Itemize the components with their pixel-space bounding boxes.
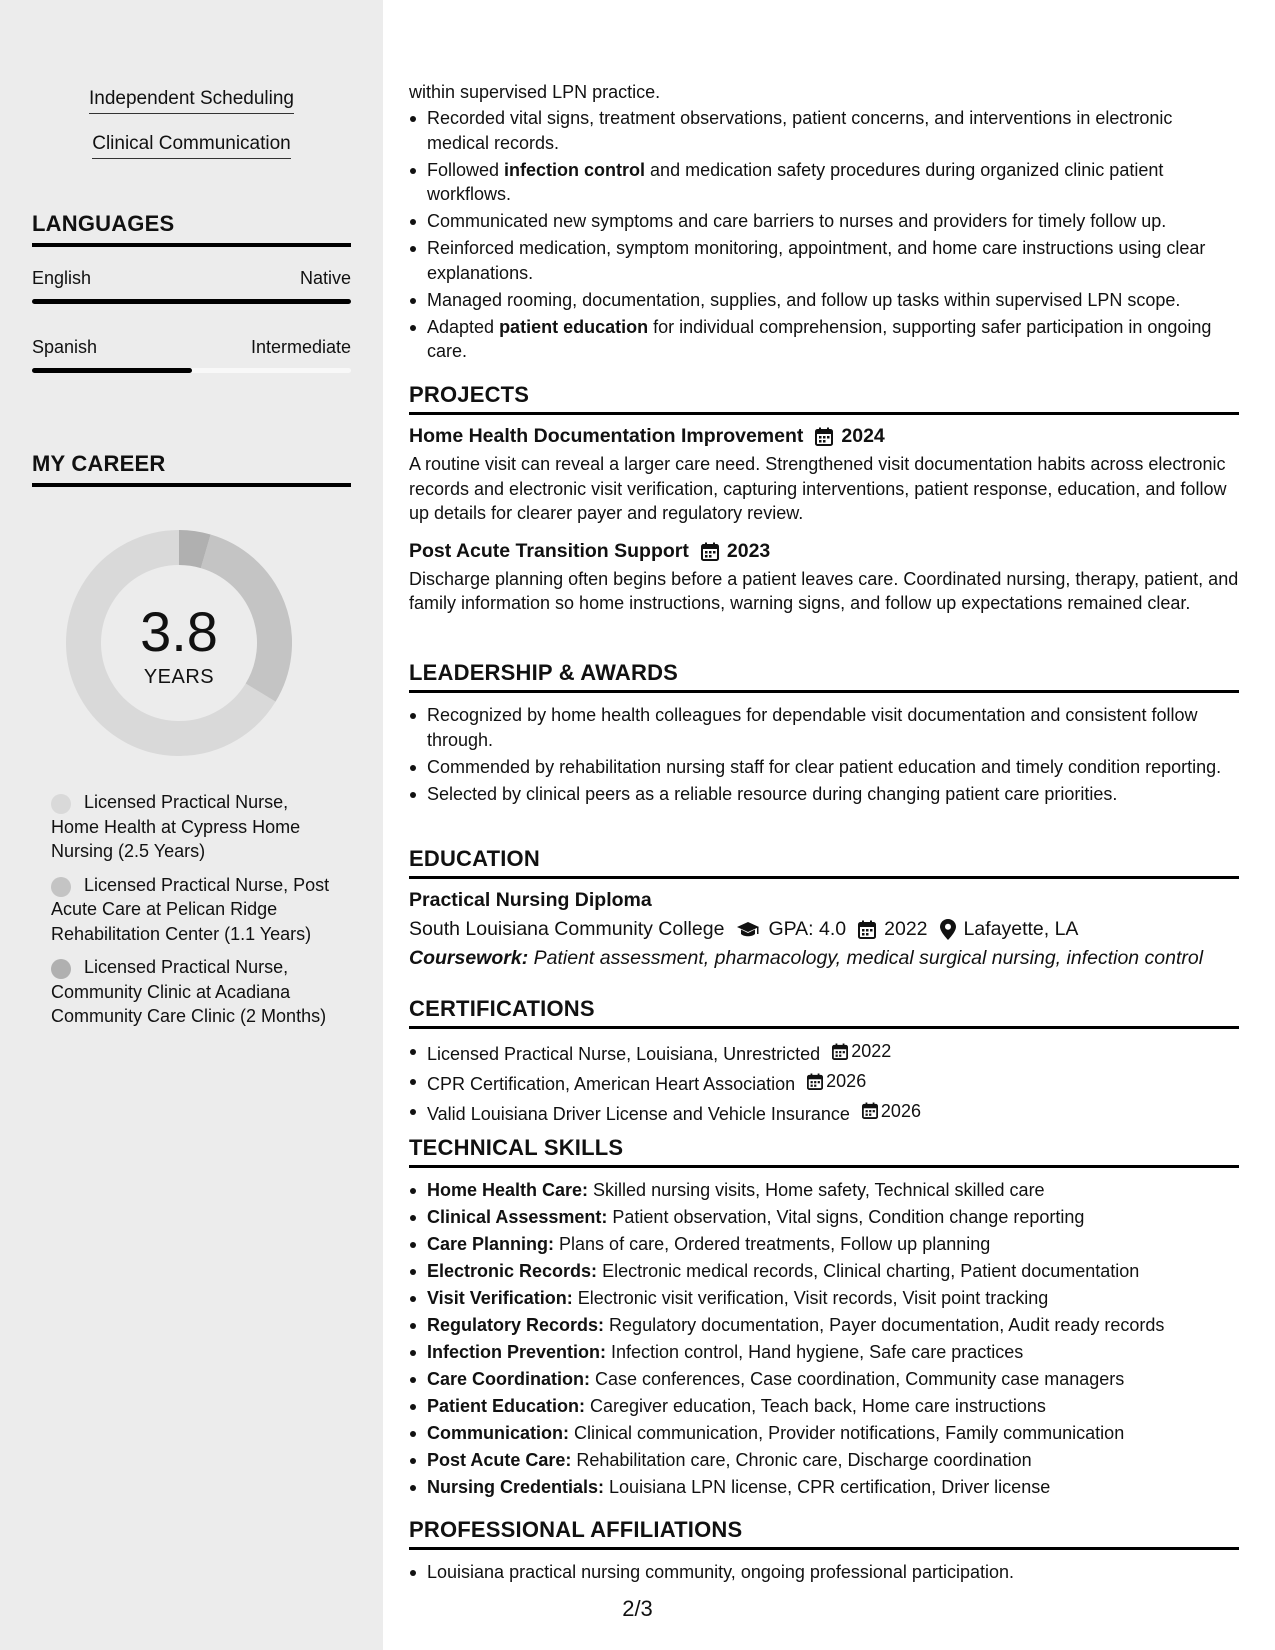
language-level: Intermediate — [250, 337, 351, 357]
leadership-list — [409, 703, 1239, 806]
experience-bullet: Adapted patient education for individual comprehension, supporting safer participation in ongoing care. — [409, 315, 1229, 364]
leadership-heading: LEADERSHIP & AWARDS — [409, 660, 1239, 693]
affiliations-section — [409, 1517, 1239, 1587]
experience-continued-line: within supervised LPN practice. — [409, 82, 661, 102]
affiliations-list — [409, 1560, 1239, 1585]
certification-date: 2022 — [832, 1039, 891, 1064]
education-section — [409, 846, 1239, 970]
language-name: English — [32, 268, 92, 288]
technical-skill-item: Care Coordination: Case conferences, Case coordination, Community case managers — [409, 1367, 1239, 1392]
experience-bullet: Reinforced medication, symptom monitoring, appointment, and home care instructions using clear explanations. — [409, 236, 1229, 285]
technical-skills-section — [409, 1135, 1239, 1502]
certification-item: CPR Certification, American Heart Association 2026 — [409, 1069, 1239, 1096]
skill-item: Independent Scheduling — [0, 88, 383, 114]
career-donut-chart — [66, 530, 292, 756]
calendar-icon — [862, 1102, 878, 1119]
education-year: 2022 — [858, 918, 927, 941]
experience-bullet: Recorded vital signs, treatment observations, patient concerns, and interventions in electronic medical records. — [409, 106, 1229, 155]
certifications-list — [409, 1039, 1239, 1126]
certification-item: Licensed Practical Nurse, Louisiana, Unrestricted 2022 — [409, 1039, 1239, 1066]
school-name: South Louisiana Community College — [409, 918, 725, 940]
calendar-icon — [807, 1073, 823, 1090]
calendar-icon — [701, 542, 719, 561]
donut-center — [66, 530, 292, 756]
language-level: Native — [299, 268, 351, 288]
career-legend-dot — [51, 959, 71, 979]
language-bar-fill — [32, 368, 192, 373]
certification-date: 2026 — [807, 1069, 866, 1094]
technical-skill-item: Electronic Records: Electronic medical records, Clinical charting, Patient documentation — [409, 1259, 1239, 1284]
career-item: Licensed Practical Nurse, Post Acute Care at Pelican Ridge Rehabilitation Center (1.1 Years) — [51, 874, 330, 944]
technical-skill-item: Post Acute Care: Rehabilitation care, Chronic care, Discharge coordination — [409, 1448, 1239, 1473]
certifications-heading: CERTIFICATIONS — [409, 996, 1239, 1029]
certification-date: 2026 — [862, 1099, 921, 1124]
career-legend-dot — [51, 794, 71, 814]
career-legend-dot — [51, 877, 71, 897]
education-location: Lafayette, LA — [940, 918, 1079, 941]
technical-skill-item: Infection Prevention: Infection control, Hand hygiene, Safe care practices — [409, 1340, 1239, 1365]
calendar-icon — [815, 427, 833, 446]
education-meta — [409, 918, 1239, 941]
language-name: Spanish — [32, 337, 98, 357]
career-item: Licensed Practical Nurse, Community Clinic at Acadiana Community Care Clinic (2 Months) — [51, 957, 327, 1026]
education-heading: EDUCATION — [409, 846, 1239, 879]
language-row — [32, 268, 351, 289]
project-title-row — [409, 425, 1239, 448]
career-list — [51, 790, 341, 1038]
languages-heading: LANGUAGES — [32, 211, 351, 247]
career-total-value: 3.8 — [140, 599, 218, 663]
projects-section — [409, 382, 1239, 616]
technical-skill-item: Regulatory Records: Regulatory documentation, Payer documentation, Audit ready records — [409, 1313, 1239, 1338]
leadership-item: Selected by clinical peers as a reliable resource during changing patient care priorities. — [409, 782, 1239, 807]
affiliations-heading: PROFESSIONAL AFFILIATIONS — [409, 1517, 1239, 1550]
technical-skills-heading: TECHNICAL SKILLS — [409, 1135, 1239, 1168]
language-row — [32, 337, 351, 358]
technical-skill-item: Clinical Assessment: Patient observation, Vital signs, Condition change reporting — [409, 1205, 1239, 1230]
leadership-section — [409, 660, 1239, 809]
project-title: Home Health Documentation Improvement — [409, 425, 804, 447]
language-bar-fill — [32, 299, 351, 304]
language-bar — [32, 299, 351, 304]
project-date: 2024 — [815, 425, 884, 448]
technical-skill-item: Nursing Credentials: Louisiana LPN license, CPR certification, Driver license — [409, 1475, 1239, 1500]
experience-bullet: Followed infection control and medication safety procedures during organized clinic patient workflows. — [409, 158, 1229, 207]
technical-skill-item: Care Planning: Plans of care, Ordered treatments, Follow up planning — [409, 1232, 1239, 1257]
career-heading: MY CAREER — [32, 451, 351, 487]
certification-item: Valid Louisiana Driver License and Vehicle Insurance 2026 — [409, 1099, 1239, 1126]
graduation-cap-icon — [736, 921, 760, 939]
projects-heading: PROJECTS — [409, 382, 1239, 415]
project-description: A routine visit can reveal a larger care need. Strengthened visit documentation habits across electronic records and electronic visit verification, capturing interventions, patient response, education, and follow up details for clearer payer and regulatory review. — [409, 454, 1227, 523]
language-bar — [32, 368, 351, 373]
degree-title: Practical Nursing Diploma — [409, 889, 652, 911]
project-description: Discharge planning often begins before a patient leaves care. Coordinated nursing, therapy, patient, and family information so home instructions, warning signs, and follow up expectations remained clear. — [409, 568, 1239, 613]
map-pin-icon — [940, 919, 956, 940]
leadership-item: Recognized by home health colleagues for dependable visit documentation and consistent follow through. — [409, 703, 1239, 752]
technical-skill-item: Home Health Care: Skilled nursing visits, Home safety, Technical skilled care — [409, 1178, 1239, 1203]
project-title-row — [409, 540, 1239, 563]
skill-item: Clinical Communication — [0, 133, 383, 159]
certifications-section — [409, 996, 1239, 1128]
sidebar — [0, 0, 383, 1650]
project-date: 2023 — [701, 540, 770, 563]
gpa: GPA: 4.0 — [736, 918, 846, 941]
career-item: Licensed Practical Nurse, Home Health at Cypress Home Nursing (2.5 Years) — [51, 792, 301, 861]
project-title: Post Acute Transition Support — [409, 539, 689, 562]
leadership-item: Commended by rehabilitation nursing staff for clear patient education and timely condition reporting. — [409, 755, 1239, 780]
experience-bullet: Managed rooming, documentation, supplies, and follow up tasks within supervised LPN scope. — [409, 288, 1229, 313]
technical-skill-item: Patient Education: Caregiver education, Teach back, Home care instructions — [409, 1394, 1239, 1419]
technical-skill-item: Visit Verification: Electronic visit verification, Visit records, Visit point tracking — [409, 1286, 1239, 1311]
main-content — [409, 106, 1239, 366]
technical-skill-item: Communication: Clinical communication, Provider notifications, Family communication — [409, 1421, 1239, 1446]
experience-bullet: Communicated new symptoms and care barriers to nurses and providers for timely follow up. — [409, 209, 1229, 234]
coursework: Coursework: Patient assessment, pharmacology, medical surgical nursing, infection control — [409, 947, 1204, 969]
calendar-icon — [832, 1043, 848, 1060]
career-total-unit: YEARS — [143, 665, 215, 688]
technical-skills-list — [409, 1178, 1239, 1500]
affiliation-item: Louisiana practical nursing community, ongoing professional participation. — [409, 1560, 1239, 1585]
page-number: 2/3 — [622, 1596, 653, 1621]
calendar-icon — [858, 920, 876, 939]
experience-bullets — [409, 106, 1229, 364]
